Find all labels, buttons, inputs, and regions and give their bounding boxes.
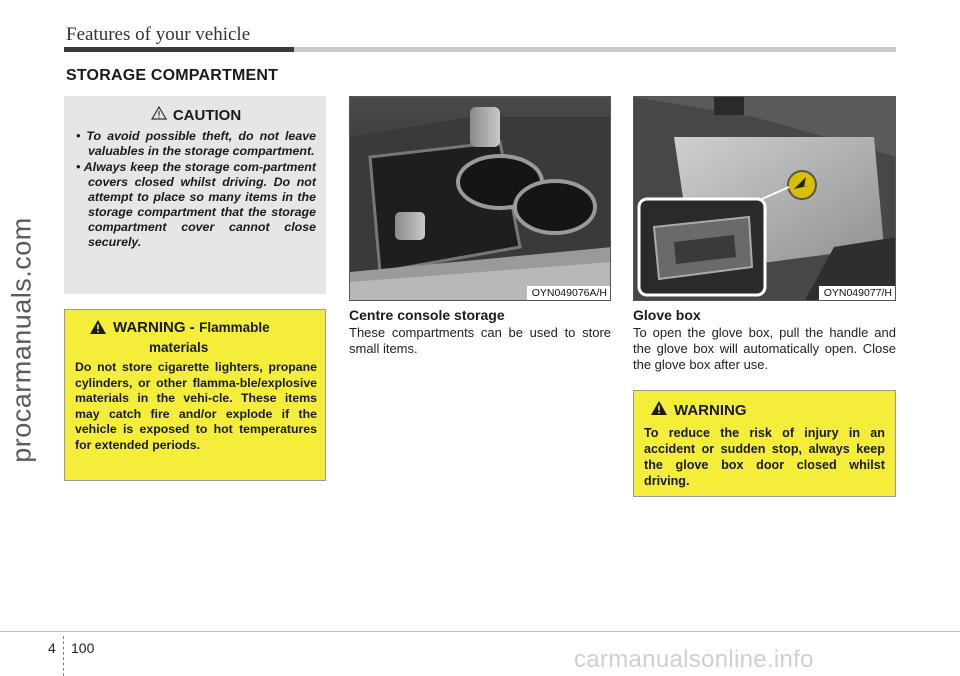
warning-flammable-subtitle-2: materials	[149, 340, 209, 355]
warning-triangle-icon	[650, 400, 668, 421]
console-image-code: OYN049076A/H	[527, 286, 610, 300]
warning-triangle-icon	[89, 319, 107, 340]
glove-box-photo	[633, 96, 896, 301]
side-watermark	[2, 180, 42, 500]
warning-flammable-body: Do not store cigarette lighters, propane cylinders, or other flamma-ble/explosive materials in the vehi-cle. These items may catch fire and/or explode if the vehicle is exposed to hot temperatures for extended periods.	[75, 360, 317, 452]
console-heading: Centre console storage	[349, 307, 505, 323]
glove-box-illustration	[634, 97, 896, 301]
centre-console-photo	[349, 96, 611, 301]
caution-header	[76, 106, 316, 125]
caution-list	[76, 129, 316, 250]
bottom-watermark: carmanualsonline.info	[574, 646, 814, 673]
footer-rule	[0, 631, 960, 632]
footer-page-number: 100	[71, 640, 95, 656]
console-text: These compartments can be used to store small items.	[349, 325, 611, 356]
glove-text: To open the glove box, pull the handle and the glove box will automatically open. Close the glove box after use.	[633, 325, 896, 372]
page-header-title: Features of your vehicle	[66, 24, 251, 45]
section-title: STORAGE COMPARTMENT	[66, 67, 279, 84]
centre-console-illustration	[350, 97, 611, 301]
warning-flammable-subtitle: Flammable	[199, 320, 270, 335]
caution-item: • To avoid possible theft, do not leave valuables in the storage compartment.	[76, 129, 316, 158]
caution-box	[64, 96, 326, 294]
warning-flammable-header	[89, 319, 317, 340]
warning-glove-header	[650, 400, 885, 421]
warning-glove-title: WARNING	[674, 402, 747, 419]
header-rule	[64, 47, 896, 52]
warning-flammable-title: WARNING -	[113, 319, 195, 336]
footer-chapter-number: 4	[48, 640, 56, 656]
warning-triangle-icon	[151, 106, 167, 125]
caution-title: CAUTION	[172, 107, 242, 124]
glove-heading: Glove box	[633, 307, 701, 323]
warning-glove-box	[633, 390, 896, 497]
warning-flammable-box	[64, 309, 326, 481]
warning-glove-body: To reduce the risk of injury in an accident or sudden stop, always keep the glove box door closed whilst driving.	[644, 426, 885, 488]
caution-item: • Always keep the storage com-partment covers closed whilst driving. Do not attempt to place so many items in the storage compartment that the storage compartment cover cannot close securely.	[76, 160, 316, 249]
footer-separator	[63, 636, 64, 676]
glove-image-code: OYN049077/H	[819, 286, 895, 300]
side-watermark-text: procarmanuals.com	[6, 217, 37, 463]
